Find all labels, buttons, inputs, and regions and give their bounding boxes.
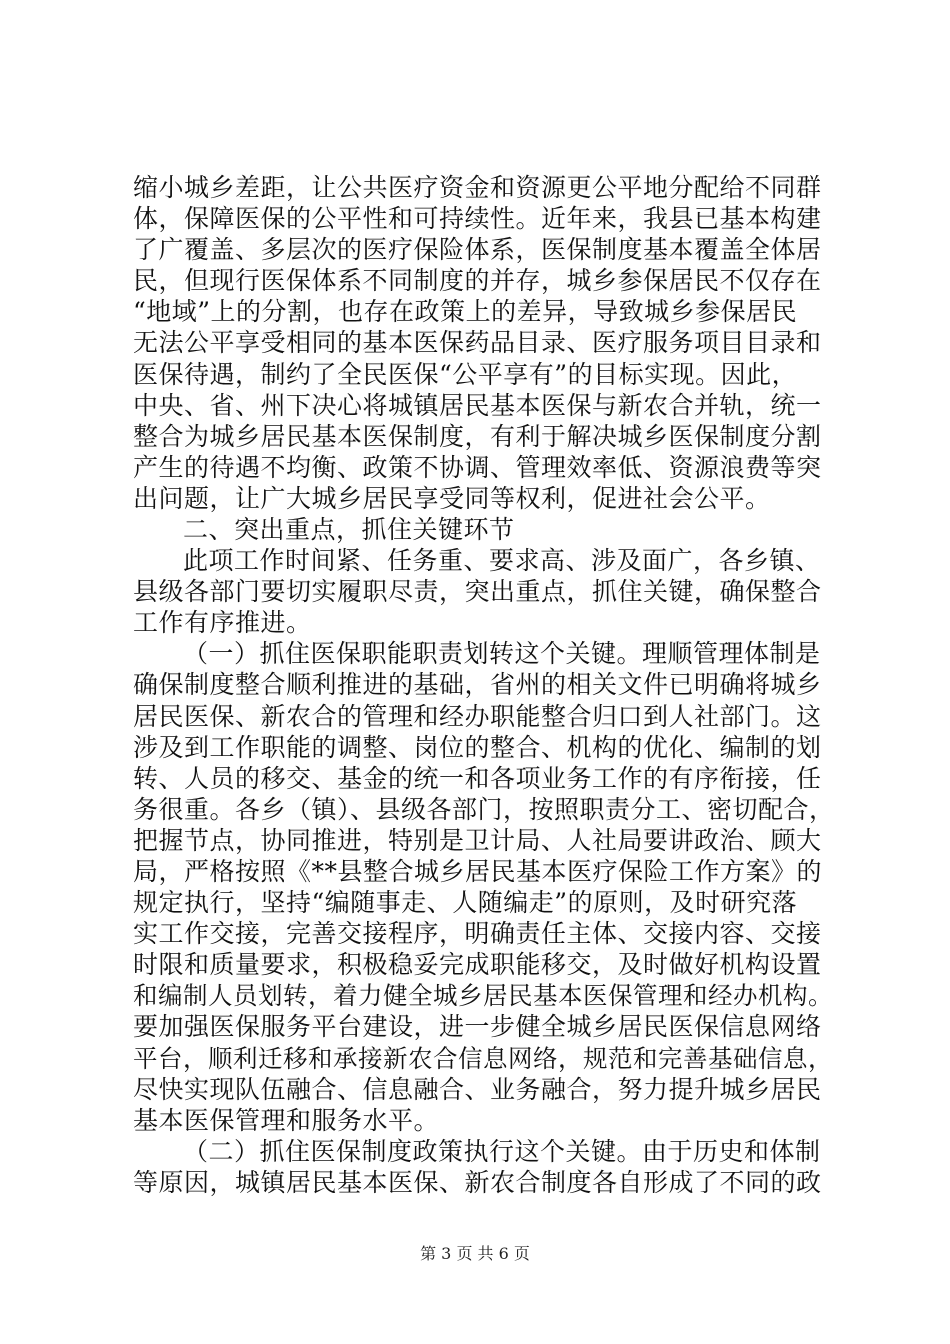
text-line: 要加强医保服务平台建设，进一步健全城乡居民医保信息网络 (133, 1012, 822, 1041)
text-line: 体，保障医保的公平性和可持续性。近年来，我县已基本构建 (133, 204, 822, 233)
text-line: 民，但现行医保体系不同制度的并存，城乡参保居民不仅存在 (133, 266, 822, 295)
paragraph-start-line: 此项工作时间紧、任务重、要求高、涉及面广，各乡镇、 (183, 546, 821, 575)
text-line: 实工作交接，完善交接程序，明确责任主体、交接内容、交接 (133, 919, 822, 948)
section-heading: 二、突出重点，抓住关键环节 (183, 515, 515, 544)
text-line: 务很重。各乡（镇）、县级各部门，按照职责分工、密切配合， (133, 795, 835, 824)
text-line: 县级各部门要切实履职尽责，突出重点，抓住关键，确保整合 (133, 577, 822, 606)
text-line: 涉及到工作职能的调整、岗位的整合、机构的优化、编制的划 (133, 733, 822, 762)
text-line: 了广覆盖、多层次的医疗保险体系，医保制度基本覆盖全体居 (133, 235, 822, 264)
text-line: 无法公平享受相同的基本医保药品目录、医疗服务项目目录和 (133, 328, 822, 357)
page-number-footer: 第 3 页 共 6 页 (420, 1244, 530, 1263)
text-line: 中央、省、州下决心将城镇居民基本医保与新农合并轨，统一 (133, 391, 822, 420)
text-line: 尽快实现队伍融合、信息融合、业务融合，努力提升城乡居民 (133, 1075, 822, 1104)
text-line: 等原因，城镇居民基本医保、新农合制度各自形成了不同的政 (133, 1168, 822, 1197)
text-line: 平台，顺利迁移和承接新农合信息网络，规范和完善基础信息， (133, 1044, 833, 1073)
text-line: “地域”上的分割，也存在政策上的差异，导致城乡参保居民 (133, 297, 798, 326)
text-line: 产生的待遇不均衡、政策不协调、管理效率低、资源浪费等突 (133, 453, 822, 482)
text-line: 转、人员的移交、基金的统一和各项业务工作的有序衔接，任 (133, 764, 822, 793)
text-line: 居民医保、新农合的管理和经办职能整合归口到人社部门。这 (133, 702, 822, 731)
text-line: 把握节点，协同推进，特别是卫计局、人社局要讲政治、顾大 (133, 826, 822, 855)
text-line: 基本医保管理和服务水平。 (133, 1106, 440, 1135)
text-line: 整合为城乡居民基本医保制度，有利于解决城乡医保制度分割 (133, 422, 822, 451)
text-line: 局，严格按照《**县整合城乡居民基本医疗保险工作方案》的 (133, 857, 823, 886)
text-line: 医保待遇，制约了全民医保“公平享有”的目标实现。因此， (133, 360, 798, 389)
text-line: 缩小城乡差距，让公共医疗资金和资源更公平地分配给不同群 (133, 173, 822, 202)
text-line: 出问题，让广大城乡居民享受同等权利，促进社会公平。 (133, 484, 771, 513)
paragraph-start-line: （二）抓住医保制度政策执行这个关键。由于历史和体制 (183, 1137, 821, 1166)
paragraph-start-line: （一）抓住医保职能职责划转这个关键。理顺管理体制是 (183, 639, 821, 668)
text-line: 规定执行，坚持“编随事走、人随编走”的原则，及时研究落 (133, 888, 798, 917)
text-line: 时限和质量要求，积极稳妥完成职能移交，及时做好机构设置 (133, 950, 822, 979)
text-line: 和编制人员划转，着力健全城乡居民基本医保管理和经办机构。 (133, 981, 833, 1010)
text-line: 确保制度整合顺利推进的基础，省州的相关文件已明确将城乡 (133, 670, 822, 699)
text-line: 工作有序推进。 (133, 608, 312, 637)
